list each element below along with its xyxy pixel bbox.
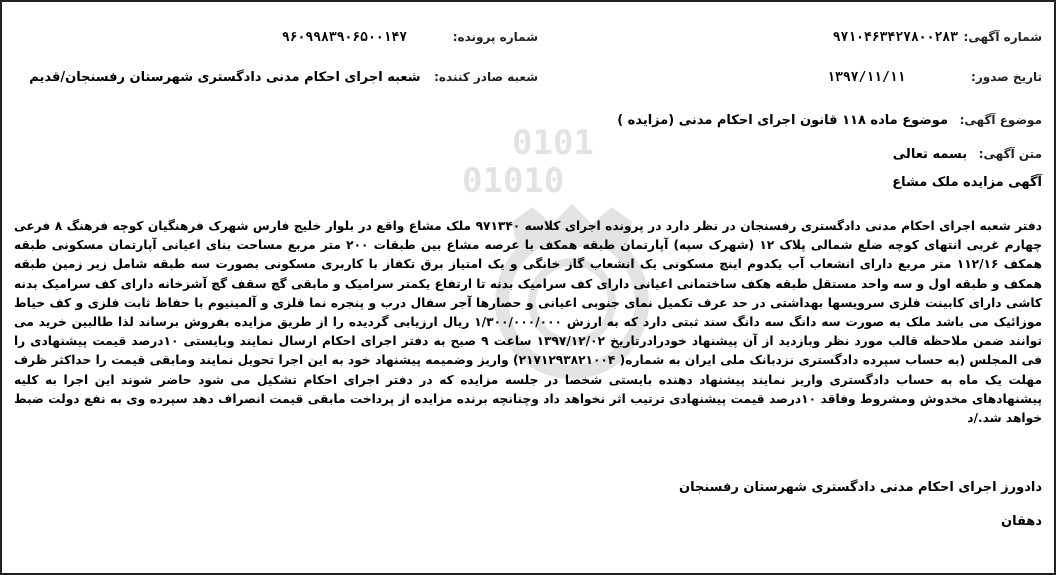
notice-heading: آگهی مزایده ملک مشاع — [892, 175, 1042, 190]
notice-number-label: شماره آگهی: — [963, 30, 1042, 44]
notice-number-row — [833, 26, 1042, 45]
notice-number: ۹۷۱۰۴۶۳۴۲۷۸۰۰۲۸۳ — [832, 30, 958, 45]
notice-body: دفتر شعبه اجرای احکام مدنی دادگستری رفسنجان در نظر دارد در پرونده اجرای کلاسه ۹۷۱۳۴۰ ملک مشاع واقع در بلوار خلیج فارس شهرک فرهنگیان کوچه فرهنگ ۸ فرعی چهارم غربی انتهای کوچه ضلع شمالی پلاک ۱۲ (شهرک سپه) آپارتمان طبقه همکف با عرصه مشاع بین طبقات ۲۰۰ متر مربع مساحت بنای اعیانی آپارتمان مسکونی طبقه همکف ۱۱۲/۱۶ متر مربع دارای انشعاب آب یکدوم اینچ مسکونی یک انشعاب گاز خانگی و یک امتیاز برق تکفاز با کاربری مسکونی بصورت سه طبقه شامل زیر زمین طبقه همکف و طبقه اول و سه واحد مستقل طبقه هکف ساختمانی اعیانی دارای کف سرامیک بدنه تا ارتفاع یکمتر سرامیک و مابقی گچ سقف گچ آشزخانه دارای کف سرامیک بدنه کاشی دارای کابینت فلزی سرویسها بهداشتی در حد عرف تکمیل نمای جنوبی اعیانی و حصارها آجر سفال درب و پنجره نما فلزی و آلمینیوم با حفاظ ثابت فلزی و کف حیاط موزائیک می باشد ملک به صورت سه دانگ سه دانگ سند ثبتی دارد که به ارزش ۱/۳۰۰/۰۰۰/۰۰۰ ریال ارزیابی گردیده را از طریق مزایده بفروش برساند لذا طالبین خرید می توانند ضمن ملاحظه قالب مورد نظر وبازدید از آن پیشنهاد خودرادرتاریخ ۱۳۹۷/۱۲/۰۲ ساعت ۹ صبح به دفتر اجرای احکام ارسال نمایند وبایستی ۱۰درصد قیمت پیشنهادی را فی المجلس (به حساب سپرده دادگستری نزدبانک ملی ایران به شماره( ۲۱۷۱۲۹۳۸۲۱۰۰۴) واریز وضمیمه پیشنهاد خود به این اجرا تحویل نمایند ومابقی قیمت را حداکثر ظرف مهلت یک ماه به حساب دادگستری واریز نمایند پیشنهاد دهنده بایستی شخصا در جلسه مزایده که در دفتر اجرای احکام تشکیل می شود حاضر شوند این اجرا به کلیه پیشنهادهای مخدوش ومشروط وفاقد ۱۰درصد قیمت پیشنهادی ترتیب اثر نخواهد داد وچنانچه برنده مزایده از پرداخت مابقی قیمت انصراف دهد سپرده وی به نفع دولت ضبط خواهد شد./د — [14, 219, 1043, 426]
case-number-row — [282, 26, 538, 45]
subject-value: موضوع ماده ۱۱۸ قانون اجرای احکام مدنی (مزایده ) — [617, 113, 949, 128]
subject-label: موضوع آگهی: — [959, 113, 1042, 127]
subject-row — [617, 109, 1042, 128]
text-intro-value: بسمه تعالی — [892, 147, 968, 162]
case-number: ۹۶۰۹۹۸۳۹۰۶۵۰۰۱۴۷ — [281, 30, 408, 45]
text-intro-row — [893, 143, 1042, 162]
watermark-digits-1: 0101 — [512, 123, 594, 163]
signature-title: دادورز اجرای احکام مدنی دادگستری شهرستان رفسنجان — [679, 480, 1042, 495]
issue-date-label: تاریخ صدور: — [971, 70, 1042, 84]
issuing-branch: شعبه اجرای احکام مدنی دادگستری شهرستان رفسنجان/قدیم — [29, 70, 421, 85]
issuing-branch-label: شعبه صادر کننده: — [434, 70, 538, 84]
watermark-digits-2: 01010 — [462, 161, 565, 201]
text-intro-label: متن آگهی: — [978, 147, 1042, 161]
issue-date: ۱۳۹۷/۱۱/۱۱ — [827, 70, 906, 85]
signature-name: دهقان — [1000, 514, 1042, 529]
issuing-branch-row — [29, 66, 538, 85]
case-number-label: شماره پرونده: — [452, 30, 538, 44]
issue-date-row — [827, 66, 1042, 85]
